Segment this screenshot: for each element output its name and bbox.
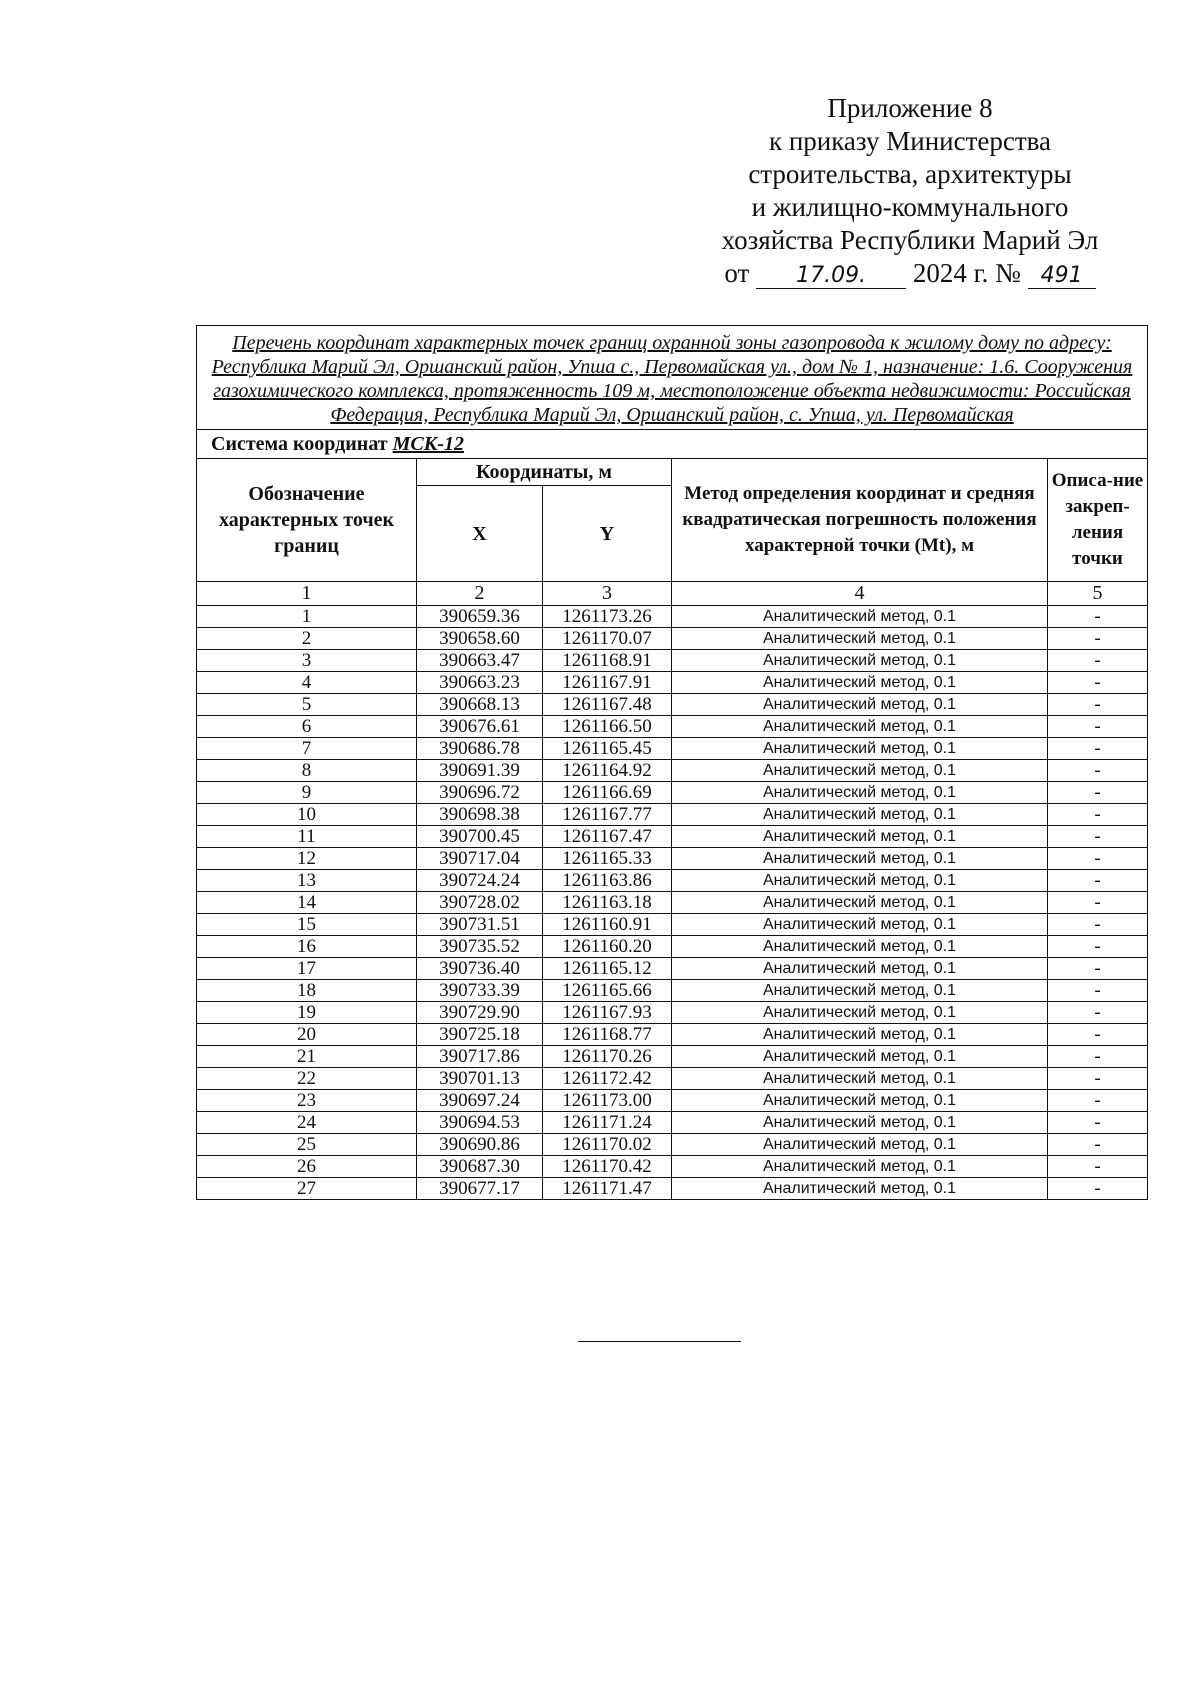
- method-cell: Аналитический метод, 0.1: [672, 892, 1048, 914]
- x-cell: 390725.18: [417, 1024, 543, 1046]
- column-number-2: 2: [417, 582, 543, 606]
- y-cell: 1261171.24: [543, 1112, 672, 1134]
- method-cell: Аналитический метод, 0.1: [672, 848, 1048, 870]
- point-number-cell: 1: [197, 606, 417, 628]
- header-y: Y: [543, 486, 672, 582]
- description-cell: -: [1048, 1068, 1148, 1090]
- description-cell: -: [1048, 716, 1148, 738]
- method-cell: Аналитический метод, 0.1: [672, 980, 1048, 1002]
- table-row: [197, 738, 1148, 760]
- table-row: [197, 980, 1148, 1002]
- x-cell: 390696.72: [417, 782, 543, 804]
- point-number-cell: 27: [197, 1178, 417, 1200]
- method-cell: Аналитический метод, 0.1: [672, 782, 1048, 804]
- x-cell: 390668.13: [417, 694, 543, 716]
- y-cell: 1261164.92: [543, 760, 672, 782]
- y-cell: 1261160.91: [543, 914, 672, 936]
- method-cell: Аналитический метод, 0.1: [672, 716, 1048, 738]
- header-x: X: [417, 486, 543, 582]
- y-cell: 1261167.47: [543, 826, 672, 848]
- header-description: Описа-ние закреп-ления точки: [1048, 459, 1148, 582]
- appendix-title: Приложение 8: [827, 93, 993, 123]
- coordinates-body: [197, 606, 1148, 1200]
- x-cell: 390687.30: [417, 1156, 543, 1178]
- point-number-cell: 2: [197, 628, 417, 650]
- x-cell: 390691.39: [417, 760, 543, 782]
- table-row: [197, 716, 1148, 738]
- method-cell: Аналитический метод, 0.1: [672, 914, 1048, 936]
- y-cell: 1261168.77: [543, 1024, 672, 1046]
- description-cell: -: [1048, 738, 1148, 760]
- point-number-cell: 21: [197, 1046, 417, 1068]
- method-cell: Аналитический метод, 0.1: [672, 936, 1048, 958]
- x-cell: 390686.78: [417, 738, 543, 760]
- description-cell: -: [1048, 1134, 1148, 1156]
- table-row: [197, 804, 1148, 826]
- y-cell: 1261170.07: [543, 628, 672, 650]
- x-cell: 390663.47: [417, 650, 543, 672]
- y-cell: 1261163.18: [543, 892, 672, 914]
- y-cell: 1261172.42: [543, 1068, 672, 1090]
- table-row: [197, 672, 1148, 694]
- table-row: [197, 1178, 1148, 1200]
- y-cell: 1261166.50: [543, 716, 672, 738]
- point-number-cell: 13: [197, 870, 417, 892]
- description-cell: -: [1048, 936, 1148, 958]
- header-method: Метод определения координат и средняя квадратическая погрешность положения характерной точки (Mt), м: [672, 459, 1048, 582]
- table-row: [197, 1112, 1148, 1134]
- point-number-cell: 11: [197, 826, 417, 848]
- point-number-cell: 10: [197, 804, 417, 826]
- x-cell: 390697.24: [417, 1090, 543, 1112]
- header-designation: Обозначение характерных точек границ: [197, 459, 417, 582]
- y-cell: 1261168.91: [543, 650, 672, 672]
- method-cell: Аналитический метод, 0.1: [672, 1002, 1048, 1024]
- table-row: [197, 782, 1148, 804]
- header-coordinates: Координаты, м: [417, 459, 672, 486]
- table-row: [197, 1002, 1148, 1024]
- column-number-1: 1: [197, 582, 417, 606]
- description-cell: -: [1048, 804, 1148, 826]
- x-cell: 390736.40: [417, 958, 543, 980]
- column-number-4: 4: [672, 582, 1048, 606]
- table-row: [197, 628, 1148, 650]
- appendix-ministry-line-2: и жилищно-коммунального: [751, 192, 1069, 222]
- appendix-header: [690, 92, 1130, 290]
- table-row: [197, 650, 1148, 672]
- point-number-cell: 14: [197, 892, 417, 914]
- table-row: [197, 936, 1148, 958]
- description-cell: -: [1048, 914, 1148, 936]
- point-number-cell: 9: [197, 782, 417, 804]
- appendix-order-line: к приказу Министерства: [768, 126, 1052, 156]
- method-cell: Аналитический метод, 0.1: [672, 1178, 1048, 1200]
- table-row: [197, 606, 1148, 628]
- point-number-cell: 23: [197, 1090, 417, 1112]
- description-cell: -: [1048, 1156, 1148, 1178]
- table-row: [197, 848, 1148, 870]
- point-number-cell: 19: [197, 1002, 417, 1024]
- point-number-cell: 5: [197, 694, 417, 716]
- table-row: [197, 694, 1148, 716]
- x-cell: 390724.24: [417, 870, 543, 892]
- method-cell: Аналитический метод, 0.1: [672, 826, 1048, 848]
- description-cell: -: [1048, 694, 1148, 716]
- y-cell: 1261170.02: [543, 1134, 672, 1156]
- description-cell: -: [1048, 1112, 1148, 1134]
- method-cell: Аналитический метод, 0.1: [672, 606, 1048, 628]
- method-cell: Аналитический метод, 0.1: [672, 1156, 1048, 1178]
- method-cell: Аналитический метод, 0.1: [672, 1024, 1048, 1046]
- point-number-cell: 25: [197, 1134, 417, 1156]
- method-cell: Аналитический метод, 0.1: [672, 870, 1048, 892]
- x-cell: 390698.38: [417, 804, 543, 826]
- point-number-cell: 18: [197, 980, 417, 1002]
- x-cell: 390731.51: [417, 914, 543, 936]
- table-row: [197, 1134, 1148, 1156]
- x-cell: 390677.17: [417, 1178, 543, 1200]
- table-row: [197, 1090, 1148, 1112]
- method-cell: Аналитический метод, 0.1: [672, 650, 1048, 672]
- x-cell: 390694.53: [417, 1112, 543, 1134]
- method-cell: Аналитический метод, 0.1: [672, 1046, 1048, 1068]
- point-number-cell: 4: [197, 672, 417, 694]
- table-row: [197, 826, 1148, 848]
- table-row: [197, 760, 1148, 782]
- x-cell: 390658.60: [417, 628, 543, 650]
- x-cell: 390700.45: [417, 826, 543, 848]
- handwritten-date: 17.09.: [756, 264, 906, 289]
- description-cell: -: [1048, 672, 1148, 694]
- y-cell: 1261171.47: [543, 1178, 672, 1200]
- method-cell: Аналитический метод, 0.1: [672, 760, 1048, 782]
- method-cell: Аналитический метод, 0.1: [672, 1134, 1048, 1156]
- description-cell: -: [1048, 892, 1148, 914]
- table-row: [197, 1068, 1148, 1090]
- system-row: [197, 430, 1148, 459]
- description-cell: -: [1048, 1002, 1148, 1024]
- y-cell: 1261170.42: [543, 1156, 672, 1178]
- description-cell: -: [1048, 1046, 1148, 1068]
- method-cell: Аналитический метод, 0.1: [672, 958, 1048, 980]
- description-cell: -: [1048, 870, 1148, 892]
- point-number-cell: 7: [197, 738, 417, 760]
- y-cell: 1261160.20: [543, 936, 672, 958]
- method-cell: Аналитический метод, 0.1: [672, 804, 1048, 826]
- x-cell: 390717.04: [417, 848, 543, 870]
- point-number-cell: 24: [197, 1112, 417, 1134]
- description-cell: -: [1048, 980, 1148, 1002]
- table-row: [197, 1046, 1148, 1068]
- appendix-date-line: [690, 257, 1130, 290]
- table-row: [197, 1156, 1148, 1178]
- x-cell: 390659.36: [417, 606, 543, 628]
- coordinate-system-value: МСК-12: [392, 432, 464, 455]
- point-number-cell: 8: [197, 760, 417, 782]
- table-row: [197, 870, 1148, 892]
- y-cell: 1261170.26: [543, 1046, 672, 1068]
- description-cell: -: [1048, 826, 1148, 848]
- x-cell: 390663.23: [417, 672, 543, 694]
- x-cell: 390735.52: [417, 936, 543, 958]
- table-row: [197, 892, 1148, 914]
- point-number-cell: 15: [197, 914, 417, 936]
- appendix-ministry-line: строительства, архитектуры: [748, 159, 1072, 189]
- x-cell: 390717.86: [417, 1046, 543, 1068]
- method-cell: Аналитический метод, 0.1: [672, 672, 1048, 694]
- y-cell: 1261165.33: [543, 848, 672, 870]
- description-cell: -: [1048, 1090, 1148, 1112]
- y-cell: 1261165.12: [543, 958, 672, 980]
- x-cell: 390676.61: [417, 716, 543, 738]
- title-row: [197, 326, 1148, 430]
- appendix-republic-line: хозяйства Республики Марий Эл: [721, 225, 1099, 255]
- header-row-1: [197, 459, 1148, 486]
- y-cell: 1261173.00: [543, 1090, 672, 1112]
- y-cell: 1261167.77: [543, 804, 672, 826]
- x-cell: 390729.90: [417, 1002, 543, 1024]
- y-cell: 1261167.93: [543, 1002, 672, 1024]
- table-row: [197, 914, 1148, 936]
- y-cell: 1261165.66: [543, 980, 672, 1002]
- table-title: Перечень координат характерных точек границ охранной зоны газопровода к жилому дому по адресу: Республика Марий Эл, Оршанский район, Упша с., Первомайская ул., дом № 1, назначение: 1.6. Сооружения газохимического комплекса, протяженность 109 м, местоположение объекта недвижимости: Российская Федерация, Республика Марий Эл, Оршанский район, с. Упша, ул. Первомайская: [197, 326, 1148, 430]
- method-cell: Аналитический метод, 0.1: [672, 1068, 1048, 1090]
- description-cell: -: [1048, 760, 1148, 782]
- y-cell: 1261167.91: [543, 672, 672, 694]
- point-number-cell: 6: [197, 716, 417, 738]
- coordinate-system: [197, 430, 1148, 459]
- x-cell: 390701.13: [417, 1068, 543, 1090]
- y-cell: 1261163.86: [543, 870, 672, 892]
- description-cell: -: [1048, 606, 1148, 628]
- description-cell: -: [1048, 628, 1148, 650]
- description-cell: -: [1048, 958, 1148, 980]
- column-number-3: 3: [543, 582, 672, 606]
- point-number-cell: 17: [197, 958, 417, 980]
- method-cell: Аналитический метод, 0.1: [672, 628, 1048, 650]
- method-cell: Аналитический метод, 0.1: [672, 738, 1048, 760]
- point-number-cell: 16: [197, 936, 417, 958]
- y-cell: 1261173.26: [543, 606, 672, 628]
- table-row: [197, 958, 1148, 980]
- table-row: [197, 1024, 1148, 1046]
- description-cell: -: [1048, 782, 1148, 804]
- method-cell: Аналитический метод, 0.1: [672, 694, 1048, 716]
- coordinates-table: [196, 325, 1148, 1200]
- point-number-cell: 12: [197, 848, 417, 870]
- method-cell: Аналитический метод, 0.1: [672, 1090, 1048, 1112]
- column-number-5: 5: [1048, 582, 1148, 606]
- description-cell: -: [1048, 1024, 1148, 1046]
- y-cell: 1261165.45: [543, 738, 672, 760]
- description-cell: -: [1048, 1178, 1148, 1200]
- method-cell: Аналитический метод, 0.1: [672, 1112, 1048, 1134]
- point-number-cell: 22: [197, 1068, 417, 1090]
- point-number-cell: 3: [197, 650, 417, 672]
- coordinate-system-label: Система координат: [211, 432, 388, 455]
- point-number-cell: 20: [197, 1024, 417, 1046]
- description-cell: -: [1048, 650, 1148, 672]
- x-cell: 390733.39: [417, 980, 543, 1002]
- description-cell: -: [1048, 848, 1148, 870]
- point-number-cell: 26: [197, 1156, 417, 1178]
- year-text: 2024 г. №: [912, 258, 1021, 288]
- x-cell: 390690.86: [417, 1134, 543, 1156]
- handwritten-order-number: 491: [1028, 264, 1096, 289]
- x-cell: 390728.02: [417, 892, 543, 914]
- y-cell: 1261167.48: [543, 694, 672, 716]
- y-cell: 1261166.69: [543, 782, 672, 804]
- date-prefix: от: [724, 258, 750, 288]
- column-numbers-row: [197, 582, 1148, 606]
- closing-rule: [578, 1341, 741, 1342]
